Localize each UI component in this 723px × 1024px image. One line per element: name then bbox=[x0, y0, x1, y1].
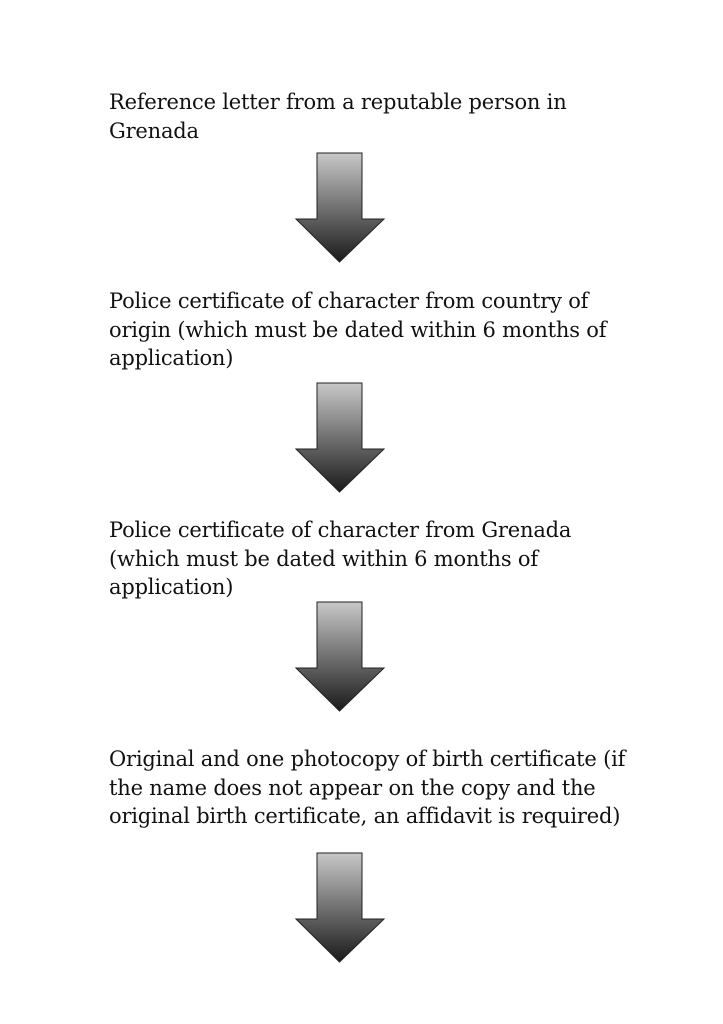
down-arrow-icon bbox=[295, 382, 385, 493]
step-2-text: Police certificate of character from country of origin (which must be dated within 6 months of application) bbox=[109, 289, 607, 370]
step-1-text: Reference letter from a reputable person in Grenada bbox=[109, 90, 567, 143]
step-4-text: Original and one photocopy of birth certificate (if the name does not appear on the copy and the original birth certificate, an affidavit is required) bbox=[109, 747, 626, 828]
down-arrow-icon bbox=[295, 152, 385, 263]
down-arrow-icon bbox=[295, 852, 385, 963]
step-3-text: Police certificate of character from Grenada (which must be dated within 6 months of application) bbox=[109, 518, 572, 599]
down-arrow-icon bbox=[295, 601, 385, 712]
